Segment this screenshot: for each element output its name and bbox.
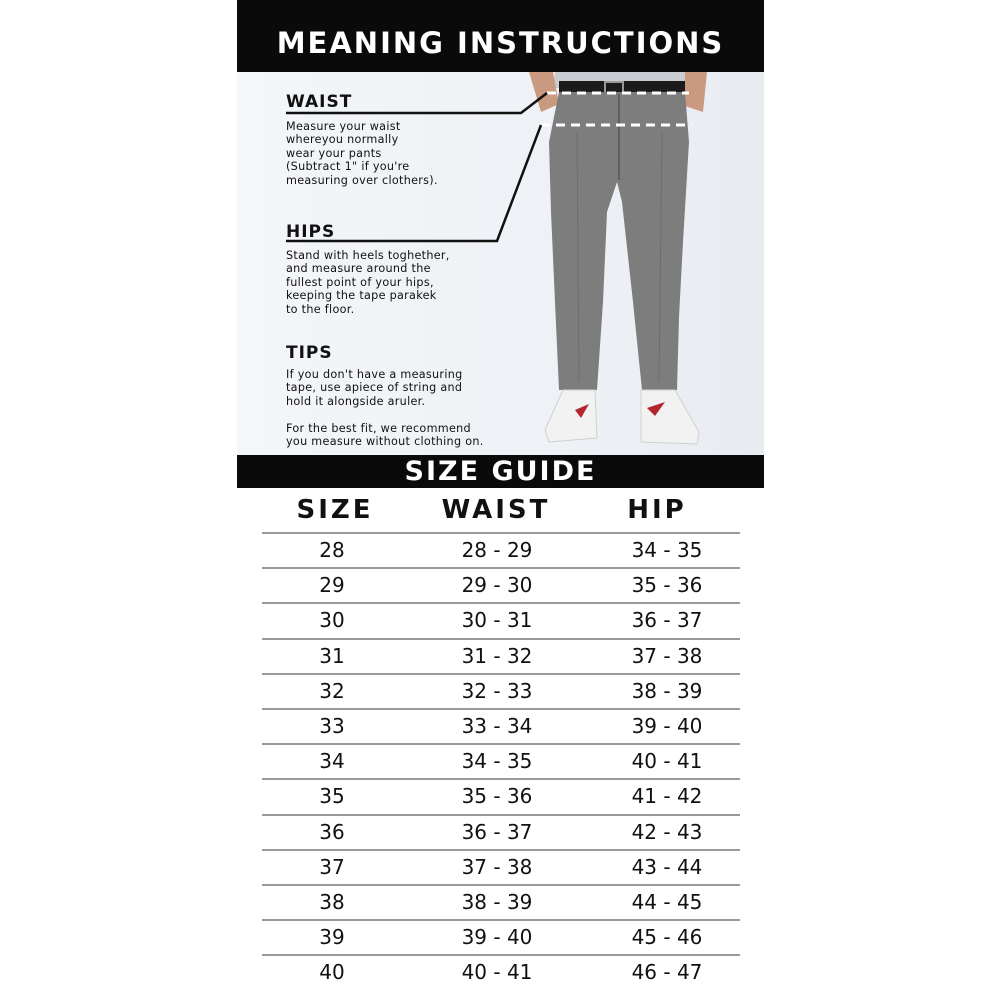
size-guide-title: SIZE GUIDE bbox=[237, 455, 764, 488]
instructions-title: MEANING INSTRUCTIONS bbox=[237, 0, 764, 72]
hips-description: Stand with heels toghether, and measure around the fullest point of your hips, keeping the tape parakek to the floor. bbox=[286, 249, 450, 316]
hip-cell: 35 - 36 bbox=[631, 573, 703, 598]
table-row bbox=[262, 673, 740, 708]
hip-cell: 46 - 47 bbox=[631, 960, 703, 985]
waist-cell: 31 - 32 bbox=[461, 643, 533, 668]
hips-heading: HIPS bbox=[286, 222, 336, 242]
size-cell: 31 bbox=[319, 643, 345, 668]
table-row bbox=[262, 602, 740, 637]
size-cell: 34 bbox=[319, 749, 345, 774]
table-row bbox=[262, 814, 740, 849]
hip-cell: 39 - 40 bbox=[631, 713, 703, 738]
waist-cell: 36 - 37 bbox=[461, 819, 533, 844]
size-chart-panel bbox=[237, 0, 764, 1000]
table-row bbox=[262, 638, 740, 673]
table-row bbox=[262, 743, 740, 778]
tips-heading: TIPS bbox=[286, 343, 333, 363]
hip-cell: 41 - 42 bbox=[631, 784, 703, 809]
hip-cell: 43 - 44 bbox=[631, 854, 703, 879]
waist-cell: 35 - 36 bbox=[461, 784, 533, 809]
waist-description: Measure your waist whereyou normally wear your pants (Subtract 1" if you're measuring over clothers). bbox=[286, 120, 438, 187]
waist-cell: 37 - 38 bbox=[461, 854, 533, 879]
table-row bbox=[262, 919, 740, 954]
table-row bbox=[262, 567, 740, 602]
waist-heading: WAIST bbox=[286, 92, 353, 112]
column-header-size: SIZE bbox=[296, 495, 374, 525]
waist-cell: 40 - 41 bbox=[461, 960, 533, 985]
size-table bbox=[262, 532, 740, 989]
waist-cell: 28 - 29 bbox=[461, 538, 533, 562]
hip-cell: 38 - 39 bbox=[631, 678, 703, 703]
model-photo bbox=[237, 72, 764, 455]
waist-cell: 29 - 30 bbox=[461, 573, 533, 598]
size-cell: 29 bbox=[319, 573, 345, 598]
size-cell: 32 bbox=[319, 678, 345, 703]
size-cell: 28 bbox=[319, 538, 345, 562]
size-cell: 37 bbox=[319, 854, 345, 879]
size-cell: 35 bbox=[319, 784, 345, 809]
size-cell: 40 bbox=[319, 960, 345, 985]
size-cell: 36 bbox=[319, 819, 345, 844]
left-shoe bbox=[545, 390, 597, 442]
waist-cell: 38 - 39 bbox=[461, 889, 533, 914]
size-cell: 39 bbox=[319, 925, 345, 950]
size-cell: 30 bbox=[319, 608, 345, 633]
column-header-hip: HIP bbox=[627, 495, 687, 525]
waist-cell: 39 - 40 bbox=[461, 925, 533, 950]
waist-cell: 32 - 33 bbox=[461, 678, 533, 703]
hip-cell: 40 - 41 bbox=[631, 749, 703, 774]
hip-cell: 36 - 37 bbox=[631, 608, 703, 633]
size-cell: 33 bbox=[319, 713, 345, 738]
column-header-waist: WAIST bbox=[441, 495, 551, 525]
waist-cell: 30 - 31 bbox=[461, 608, 533, 633]
waist-cell: 34 - 35 bbox=[461, 749, 533, 774]
table-row bbox=[262, 884, 740, 919]
hip-cell: 34 - 35 bbox=[631, 538, 703, 562]
hip-cell: 42 - 43 bbox=[631, 819, 703, 844]
table-row bbox=[262, 778, 740, 813]
table-row bbox=[262, 849, 740, 884]
table-row bbox=[262, 532, 740, 567]
table-row bbox=[262, 708, 740, 743]
hip-cell: 37 - 38 bbox=[631, 643, 703, 668]
size-cell: 38 bbox=[319, 889, 345, 914]
waist-cell: 33 - 34 bbox=[461, 713, 533, 738]
tips-description: If you don't have a measuring tape, use apiece of string and hold it alongside aruler. For the best fit, we recommend you measure without clothing on. bbox=[286, 368, 484, 449]
hip-cell: 44 - 45 bbox=[631, 889, 703, 914]
hip-cell: 45 - 46 bbox=[631, 925, 703, 950]
right-shoe bbox=[641, 390, 699, 444]
table-row bbox=[262, 954, 740, 989]
